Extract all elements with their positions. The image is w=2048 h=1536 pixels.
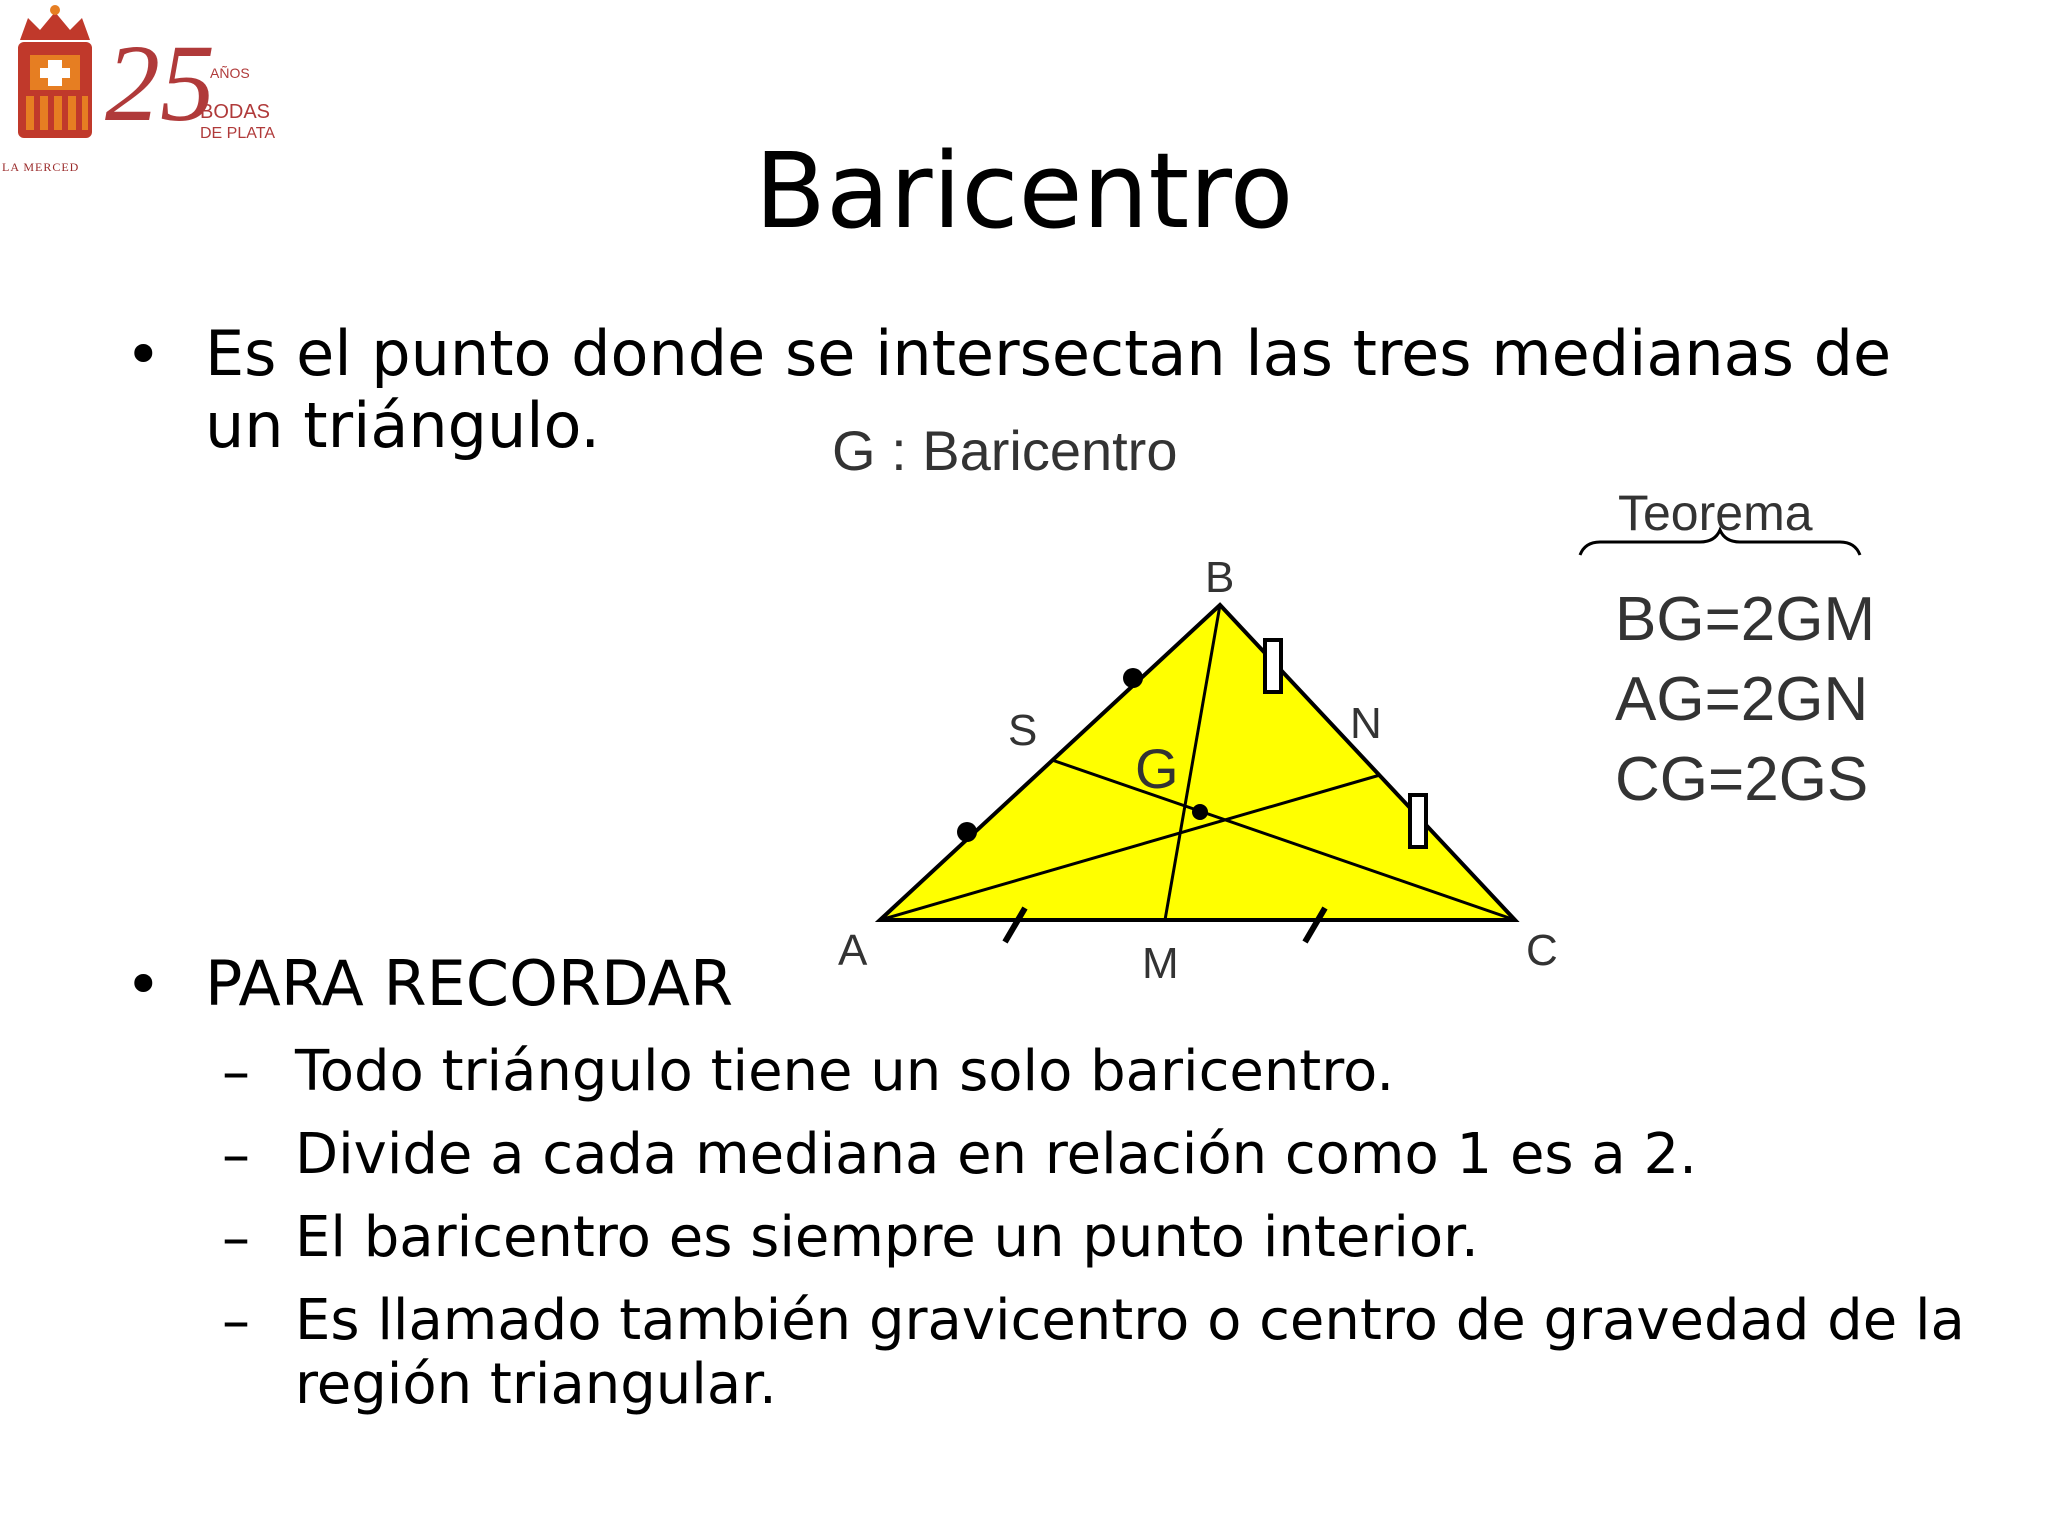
definition-line-1: Es el punto donde se intersectan las tres medianas de bbox=[205, 317, 1892, 390]
dash-marker: – bbox=[222, 1289, 250, 1354]
svg-text:25: 25 bbox=[105, 22, 215, 144]
point-label-c: C bbox=[1526, 926, 1558, 975]
theorem-eq-1: BG=2GM bbox=[1615, 585, 1876, 654]
bc-mark-rect bbox=[1265, 640, 1281, 692]
definition-line-2: un triángulo. bbox=[205, 389, 601, 462]
recordar-item-4-line-2: región triangular. bbox=[295, 1352, 777, 1417]
recordar-item-3: El baricentro es siempre un punto interior. bbox=[295, 1205, 1479, 1270]
centroid-diagram bbox=[780, 420, 1900, 1000]
bullet-para-recordar: PARA RECORDAR bbox=[205, 947, 734, 1020]
bullet-marker: • bbox=[125, 318, 162, 391]
bc-mark-rect bbox=[1410, 795, 1426, 847]
theorem-eq-3: CG=2GS bbox=[1615, 745, 1869, 814]
svg-text:BODAS: BODAS bbox=[200, 101, 271, 123]
teorema-title: Teorema bbox=[1618, 485, 1813, 541]
point-label-a: A bbox=[838, 926, 868, 975]
ab-mark-dot bbox=[1123, 668, 1143, 688]
logo-caption: LA MERCED bbox=[2, 160, 80, 174]
point-label-g: G bbox=[1135, 737, 1179, 800]
slide-title: Baricentro bbox=[754, 130, 1294, 252]
recordar-item-2: Divide a cada mediana en relación como 1 es a 2. bbox=[295, 1122, 1697, 1187]
point-label-m: M bbox=[1142, 939, 1179, 988]
bullet-marker: • bbox=[125, 948, 162, 1021]
svg-text:AÑOS: AÑOS bbox=[210, 65, 250, 81]
triangle-abc bbox=[880, 605, 1515, 920]
recordar-item-1: Todo triángulo tiene un solo baricentro. bbox=[295, 1039, 1395, 1104]
dash-marker: – bbox=[222, 1123, 250, 1188]
recordar-item-4-line-1: Es llamado también gravicentro o centro de gravedad de la bbox=[295, 1288, 1965, 1353]
recordar-item-4 bbox=[295, 1289, 1965, 1417]
figure-caption: G : Baricentro bbox=[832, 420, 1178, 482]
svg-text:DE PLATA: DE PLATA bbox=[200, 125, 275, 142]
point-label-b: B bbox=[1205, 553, 1235, 602]
point-label-s: S bbox=[1008, 706, 1038, 755]
dash-marker: – bbox=[222, 1040, 250, 1105]
centroid-point bbox=[1192, 804, 1208, 820]
dash-marker: – bbox=[222, 1206, 250, 1271]
point-label-n: N bbox=[1350, 699, 1382, 748]
ab-mark-dot bbox=[957, 822, 977, 842]
theorem-eq-2: AG=2GN bbox=[1615, 665, 1869, 734]
